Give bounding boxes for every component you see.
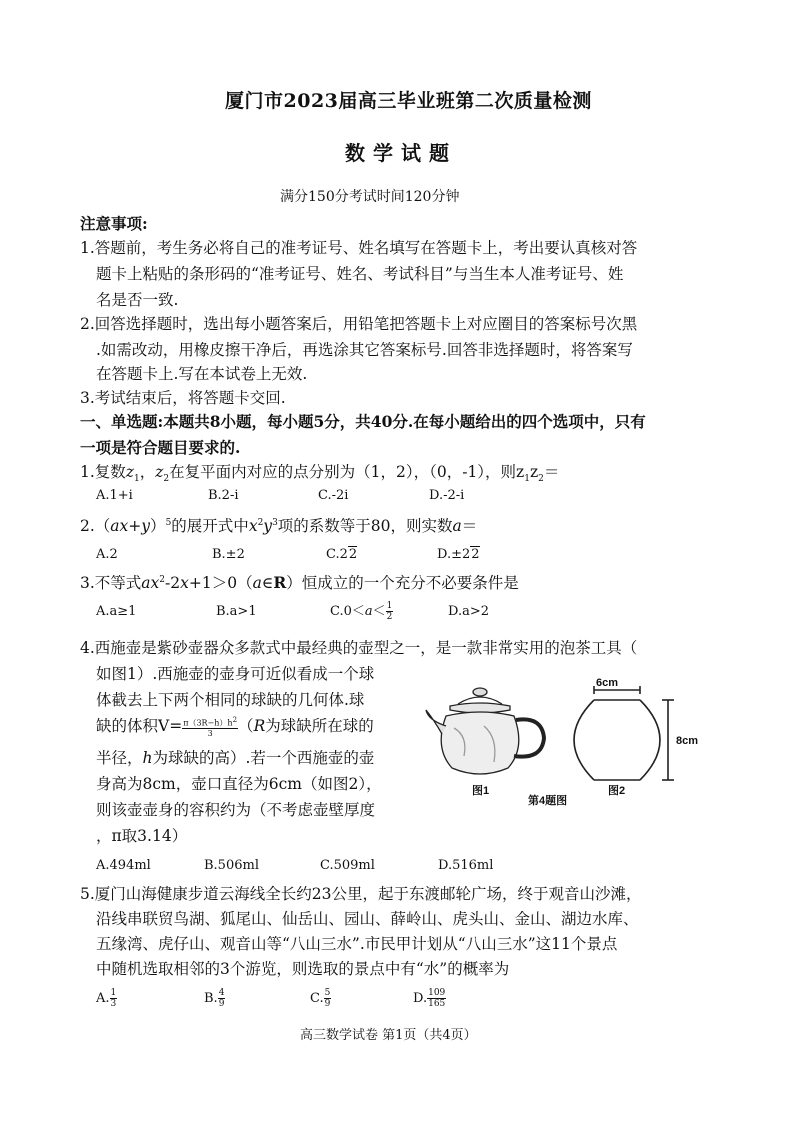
fig-height-dimension-label: 8cm <box>676 735 699 747</box>
q3-option-a: A.a≥1 <box>96 604 137 619</box>
exam-title: 厦门市2023届高三毕业班第二次质量检测 <box>225 90 592 112</box>
question-4-line-7: 则该壶壶身的容积约为（不考虑壶壁厚度 <box>96 801 376 819</box>
question-5-line-1: 5.厦门山海健康步道云海线全长约23公里，起于东渡邮轮广场，终于观音山沙滩， <box>80 885 642 903</box>
subject-title: 数学试题 <box>345 141 457 165</box>
q3-option-c: C.0＜a＜ $\frac{1}{2}$ <box>330 601 393 622</box>
score-time: 满分150分考试时间120分钟 <box>280 189 460 205</box>
q5-option-b: B. $\frac{4}{9}$ <box>204 988 225 1009</box>
q4-figure <box>424 676 724 816</box>
q5-option-c: C. $\frac{5}{9}$ <box>310 988 331 1009</box>
question-5-line-4: 中随机选取相邻的3个游览，则选取的景点中有“水”的概率为 <box>96 960 510 978</box>
note-1-line-1: 1.答题前，考生务必将自己的准考证号、姓名填写在答题卡上，考出要认真核对答 <box>80 239 638 257</box>
q2-option-b: B.±2 <box>212 547 245 562</box>
q2-option-a: A.2 <box>96 547 118 562</box>
q4-option-d: D.516ml <box>438 858 494 873</box>
q4-line-5-part-2: 为球缺的高）.若一个西施壶的壶 <box>152 749 375 767</box>
question-3-stem: 3.不等式$ax^2-2x+1>0(a\in R)$恒成立的一个充分不必要条件是 <box>80 573 519 592</box>
q3-option-d: D.a>2 <box>448 604 490 619</box>
q1-option-c: C.-2i <box>318 488 349 503</box>
fig-2-label: 图2 <box>608 785 626 797</box>
fig-1-label: 图1 <box>472 785 490 797</box>
q2-option-d: D.±22 <box>437 547 480 562</box>
note-2-line-1: 2.回答选择题时，选出每小题答案后，用铅笔把答题卡上对应圈目的答案标号次黑 <box>80 315 638 333</box>
q4-option-c: C.509ml <box>320 858 375 873</box>
section-heading-line-2: 一项是符合题目要求的. <box>80 438 241 457</box>
q3-option-b: B.a>1 <box>216 604 257 619</box>
notes-heading: 注意事项: <box>80 214 148 233</box>
note-1-line-2: 题卡上粘贴的条形码的“准考证号、姓名、考试科目”与当生本人准考证号、姓 <box>96 265 624 283</box>
section-heading-line-1: 一、单选题:本题共8小题，每小题5分，共40分.在每小题给出的四个选项中，只有 <box>80 412 646 431</box>
q1-option-a: A.1+i <box>96 488 133 503</box>
q1-option-b: B.2-i <box>208 488 239 503</box>
question-2-stem: $2.(ax+y)^5$的展开式中$x^2y^3$项的系数等于80，则实数a＝ <box>80 517 478 535</box>
question-5-line-3: 五缘湾、虎仔山、观音山等“八山三水”.市民甲计划从“八山三水”这11个景点 <box>96 935 618 953</box>
question-1-stem: 1.复数$z_1$，$z_2$在复平面内对应的点分别为（1，2），（0，-1），则$z_1z_2=$ <box>80 463 560 485</box>
q4-option-b: B.506ml <box>204 858 259 873</box>
q1-option-d: D.-2-i <box>429 488 465 503</box>
note-2-line-3: 在答题卡上.写在本试卷上无效. <box>96 365 308 383</box>
page-footer: 高三数学试卷 第1页（共4页） <box>300 1028 477 1043</box>
q5-option-d: D. $\frac{109}{165}$ <box>413 988 446 1009</box>
q5-option-a: A. $\frac{1}{3}$ <box>96 988 117 1009</box>
question-4-line-1: 4.西施壶是紫砂壶器众多款式中最经典的壶型之一，是一款非常实用的泡茶工具（ <box>80 639 638 657</box>
fig-top-dimension-label: 6cm <box>596 677 619 689</box>
q2-option-c: C.22 <box>326 547 358 562</box>
question-4-line-8: ，π取3.14） <box>96 827 188 845</box>
note-1-line-3: 名是否一致. <box>96 291 179 309</box>
q4-option-a: A.494ml <box>96 858 151 873</box>
question-4-line-5: 半径，h为球缺的高）.若一个西施壶的壶 <box>96 749 375 767</box>
question-4-line-4: 缺的体积V= $\frac{\pi(3R-h)h^2}{3}$ （R为球缺所在球的 <box>96 715 374 739</box>
teapot-figure <box>426 688 544 774</box>
fig-caption: 第4题图 <box>528 795 568 807</box>
question-4-line-3: 体截去上下两个相同的球缺的几何体.球 <box>96 691 365 709</box>
question-4-line-2: 如图1）.西施壶的壶身可近似看成一个球 <box>96 665 375 683</box>
question-5-line-2: 沿线串联贸鸟湖、狐尾山、仙岳山、园山、薛岭山、虎头山、金山、湖边水库、 <box>96 910 639 928</box>
question-4-line-6: 身高为8cm，壶口直径为6cm（如图2）， <box>96 775 382 793</box>
sphere-cut-figure <box>574 686 674 780</box>
note-3: 3.考试结束后，将答题卡交回. <box>80 389 286 407</box>
q4-line-5-part-1: 半径， <box>96 749 143 767</box>
note-2-line-2: .如需改动，用橡皮擦干净后，再选涂其它答案标号.回答非选择题时，将答案写 <box>96 341 633 359</box>
